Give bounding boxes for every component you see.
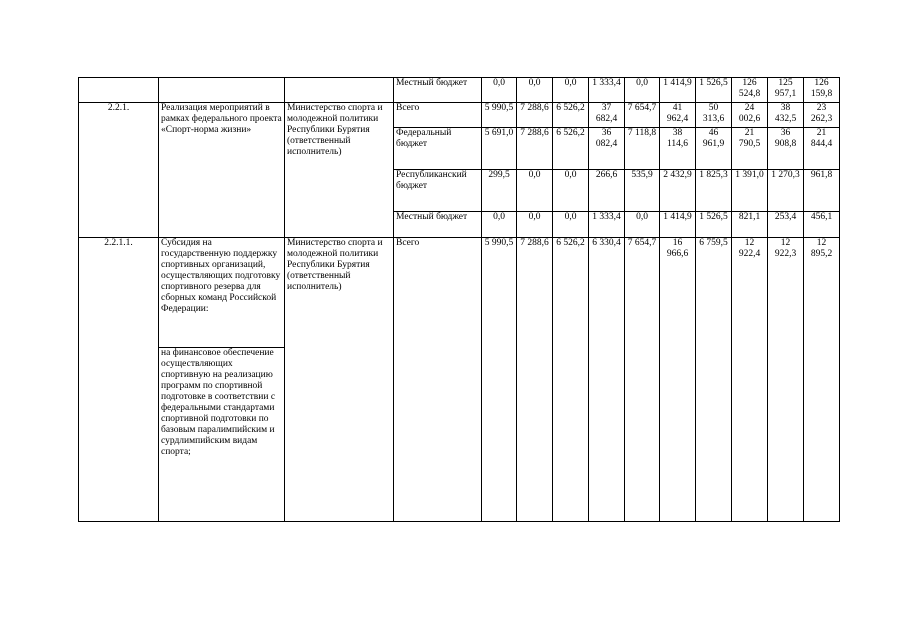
item-executor xyxy=(285,78,394,103)
item-code: 2.2.1. xyxy=(79,103,159,238)
value-cell: 6 526,2 xyxy=(553,128,589,170)
value-cell: 36 082,4 xyxy=(589,128,625,170)
value-cell: 12 922,3 xyxy=(768,238,804,522)
value-cell: 0,0 xyxy=(517,170,553,212)
value-cell: 1 391,0 xyxy=(732,170,768,212)
budget-table xyxy=(78,77,840,522)
funding-source: Всего xyxy=(394,238,482,522)
value-cell: 1 270,3 xyxy=(768,170,804,212)
value-cell: 36 908,8 xyxy=(768,128,804,170)
value-cell: 0,0 xyxy=(482,78,517,103)
value-cell: 12 922,4 xyxy=(732,238,768,522)
value-cell: 37 682,4 xyxy=(589,103,625,128)
item-sub-name: на финансовое обеспечение осуществляющих спортивную на реализацию программ по спортивной подготовке в соответствии с федеральными стандартами спортивной подготовки по базовым паралимпийским и сурдлимпийским видам спорта; xyxy=(159,347,284,458)
value-cell: 23 262,3 xyxy=(804,103,840,128)
value-cell: 1 526,5 xyxy=(696,78,732,103)
item-code xyxy=(79,78,159,103)
value-cell: 50 313,6 xyxy=(696,103,732,128)
value-cell: 1 825,3 xyxy=(696,170,732,212)
value-cell: 1 333,4 xyxy=(589,78,625,103)
item-name-cell xyxy=(159,238,285,522)
value-cell: 2 432,9 xyxy=(660,170,696,212)
value-cell: 535,9 xyxy=(625,170,660,212)
funding-source: Федеральный бюджет xyxy=(394,128,482,170)
value-cell: 7 288,6 xyxy=(517,103,553,128)
item-code: 2.2.1.1. xyxy=(79,238,159,522)
value-cell: 126 159,8 xyxy=(804,78,840,103)
value-cell: 7 288,6 xyxy=(517,238,553,522)
value-cell: 0,0 xyxy=(553,78,589,103)
value-cell: 7 654,7 xyxy=(625,238,660,522)
value-cell: 0,0 xyxy=(553,212,589,238)
value-cell: 456,1 xyxy=(804,212,840,238)
funding-source: Местный бюджет xyxy=(394,78,482,103)
value-cell: 7 654,7 xyxy=(625,103,660,128)
value-cell: 38 114,6 xyxy=(660,128,696,170)
value-cell: 6 330,4 xyxy=(589,238,625,522)
value-cell: 46 961,9 xyxy=(696,128,732,170)
value-cell: 1 526,5 xyxy=(696,212,732,238)
value-cell: 1 414,9 xyxy=(660,78,696,103)
value-cell: 821,1 xyxy=(732,212,768,238)
value-cell: 1 333,4 xyxy=(589,212,625,238)
value-cell: 299,5 xyxy=(482,170,517,212)
value-cell: 24 002,6 xyxy=(732,103,768,128)
value-cell: 253,4 xyxy=(768,212,804,238)
item-name xyxy=(159,78,285,103)
value-cell: 21 790,5 xyxy=(732,128,768,170)
value-cell: 6 759,5 xyxy=(696,238,732,522)
item-executor: Министерство спорта и молодежной политики Республики Бурятия (ответственный исполнитель) xyxy=(285,238,394,522)
value-cell: 12 895,2 xyxy=(804,238,840,522)
value-cell: 5 990,5 xyxy=(482,103,517,128)
value-cell: 0,0 xyxy=(482,212,517,238)
item-name: Реализация мероприятий в рамках федерального проекта «Спорт-норма жизни» xyxy=(159,103,285,238)
value-cell: 1 414,9 xyxy=(660,212,696,238)
table-row xyxy=(79,238,840,522)
value-cell: 126 524,8 xyxy=(732,78,768,103)
value-cell: 38 432,5 xyxy=(768,103,804,128)
value-cell: 5 990,5 xyxy=(482,238,517,522)
value-cell: 266,6 xyxy=(589,170,625,212)
value-cell: 0,0 xyxy=(517,212,553,238)
value-cell: 5 691,0 xyxy=(482,128,517,170)
value-cell: 6 526,2 xyxy=(553,238,589,522)
item-executor: Министерство спорта и молодежной политики Республики Бурятия (ответственный исполнитель) xyxy=(285,103,394,238)
value-cell: 41 962,4 xyxy=(660,103,696,128)
value-cell: 6 526,2 xyxy=(553,103,589,128)
table-row xyxy=(79,78,840,103)
value-cell: 16 966,6 xyxy=(660,238,696,522)
value-cell: 0,0 xyxy=(517,78,553,103)
item-name: Субсидия на государственную поддержку спортивных организаций, осуществляющих подготовку спортивного резерва для сборных команд Российской Федерации: xyxy=(161,238,281,314)
value-cell: 0,0 xyxy=(625,78,660,103)
value-cell: 961,8 xyxy=(804,170,840,212)
funding-source: Всего xyxy=(394,103,482,128)
value-cell: 21 844,4 xyxy=(804,128,840,170)
funding-source: Республиканский бюджет xyxy=(394,170,482,212)
value-cell: 7 288,6 xyxy=(517,128,553,170)
funding-source: Местный бюджет xyxy=(394,212,482,238)
table-row xyxy=(79,103,840,128)
value-cell: 125 957,1 xyxy=(768,78,804,103)
value-cell: 0,0 xyxy=(553,170,589,212)
value-cell: 0,0 xyxy=(625,212,660,238)
value-cell: 7 118,8 xyxy=(625,128,660,170)
